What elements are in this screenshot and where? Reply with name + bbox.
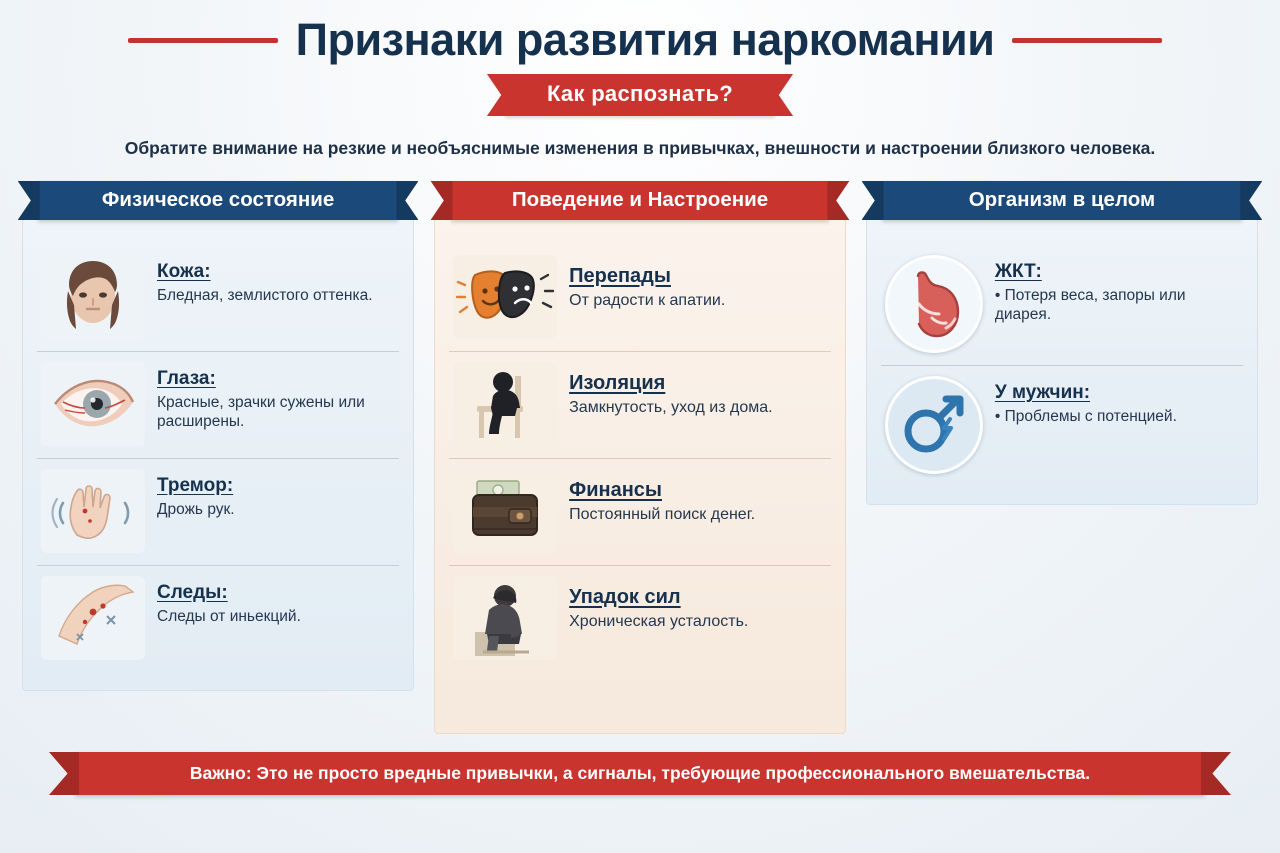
- arm-marks-icon: [41, 576, 145, 660]
- list-item-title: Финансы: [569, 479, 662, 501]
- column-physical: [22, 181, 414, 691]
- list-item-desc: От радости к апатии.: [569, 292, 726, 309]
- column-behavior-panel: [434, 218, 846, 734]
- list-item: [449, 565, 831, 672]
- lead-paragraph: Обратите внимание на резкие и необъяснимые изменения в привычках, внешности и настроении близкого человека.: [124, 138, 1156, 158]
- list-item-desc: Замкнутость, уход из дома.: [569, 399, 773, 416]
- list-item-title: Упадок сил: [569, 586, 681, 608]
- list-item-desc: Дрожь рук.: [157, 501, 235, 518]
- columns-container: [0, 181, 1280, 734]
- list-item: [449, 458, 831, 565]
- list-item: [881, 245, 1243, 365]
- stomach-icon: [885, 255, 983, 353]
- list-item: [37, 458, 399, 565]
- column-organism-panel: [866, 218, 1258, 505]
- list-item-text: [995, 376, 1177, 426]
- column-organism: [866, 181, 1258, 505]
- list-item-text: [157, 255, 373, 305]
- list-item-text: [995, 255, 1239, 325]
- list-item-title: Глаза:: [157, 368, 216, 389]
- male-symbol-icon: [885, 376, 983, 474]
- list-item: [449, 351, 831, 458]
- page-title: Признаки развития наркомании: [295, 14, 995, 65]
- column-physical-panel: [22, 218, 414, 691]
- list-item-text: [569, 576, 748, 632]
- list-item-title: Кожа:: [157, 261, 211, 282]
- list-item: [37, 245, 399, 351]
- list-item-title: Изоляция: [569, 372, 666, 394]
- footer-note: Важно: Это не просто вредные привычки, а сигналы, требующие профессионального вмешательства.: [75, 752, 1205, 795]
- list-item-text: [569, 362, 772, 418]
- sitting-person-icon: [453, 362, 557, 446]
- list-item: [449, 245, 831, 351]
- list-item: [37, 565, 399, 672]
- list-item-title: Тремор:: [157, 475, 234, 496]
- title-row: [0, 14, 1280, 66]
- title-rule-left: [128, 38, 278, 43]
- list-item-desc: Красные, зрачки сужены или расширены.: [157, 394, 365, 431]
- list-item-desc: Бледная, землистого оттенка.: [157, 287, 373, 304]
- list-item-desc: Следы от иньекций.: [157, 608, 301, 625]
- list-item-title: У мужчин:: [994, 382, 1091, 403]
- list-item-text: [569, 255, 725, 311]
- list-item-desc: Хроническая усталость.: [569, 613, 749, 630]
- list-item-text: [157, 362, 395, 432]
- infographic-header: [0, 0, 1280, 159]
- subtitle-ribbon: Как распознать?: [505, 74, 775, 116]
- list-item-text: [569, 469, 755, 525]
- list-item: [881, 365, 1243, 486]
- list-item-title: Следы:: [157, 582, 228, 603]
- list-item-text: [157, 469, 235, 519]
- list-item: [37, 351, 399, 458]
- face-icon: [41, 255, 145, 339]
- wallet-icon: [453, 469, 557, 553]
- subtitle-wrap: [0, 74, 1280, 116]
- column-organism-banner: Организм в целом: [882, 181, 1243, 220]
- column-physical-banner: Физическое состояние: [38, 181, 399, 220]
- list-item-title: Перепады: [569, 265, 671, 287]
- list-item-title: ЖКТ:: [994, 261, 1042, 282]
- tired-person-icon: [453, 576, 557, 660]
- hand-icon: [41, 469, 145, 553]
- list-item-text: [157, 576, 301, 626]
- masks-icon: [453, 255, 557, 339]
- footer: [0, 752, 1280, 795]
- column-behavior: [434, 181, 846, 734]
- eye-icon: [41, 362, 145, 446]
- column-behavior-banner: Поведение и Настроение: [451, 181, 830, 220]
- list-item-desc: Постоянный поиск денег.: [569, 506, 756, 523]
- list-item-desc: • Проблемы с потенцией.: [994, 408, 1177, 425]
- list-item-desc: • Потеря веса, запоры или диарея.: [994, 287, 1186, 324]
- title-rule-right: [1012, 38, 1162, 43]
